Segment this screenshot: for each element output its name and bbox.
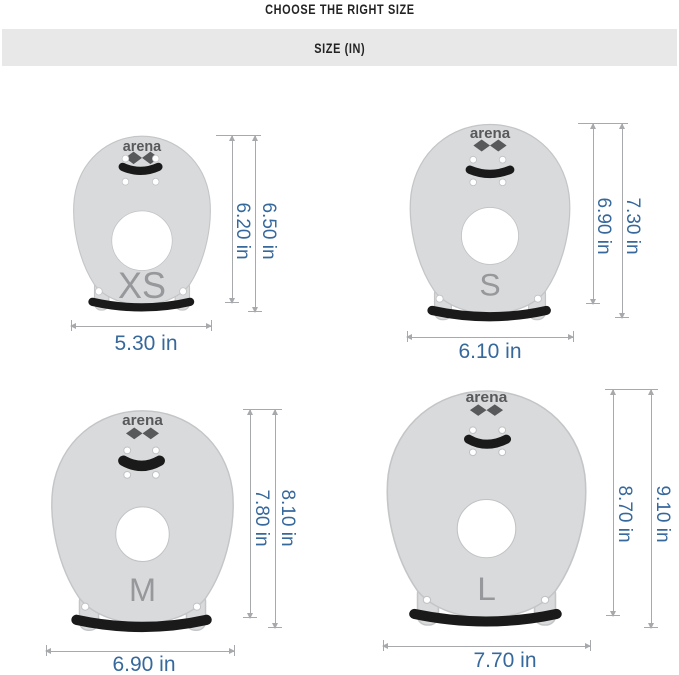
strap-hole (122, 155, 129, 162)
dim-tick-outer (268, 627, 282, 628)
dim-width-label: 6.90 in (112, 653, 176, 675)
arena-logo-text: arena (465, 389, 508, 406)
dim-width-line (383, 646, 590, 647)
size-unit-label: SIZE (IN) (313, 39, 366, 56)
paddle-l-illustration (382, 388, 591, 629)
strap-hole (193, 603, 200, 610)
strap-hole (469, 427, 476, 434)
strap-hole (180, 288, 187, 295)
dim-tick-outer (248, 311, 262, 312)
size-letter: XS (117, 264, 167, 307)
strap-hole (469, 449, 476, 456)
dim-width-label: 7.70 in (473, 649, 537, 672)
dim-height-inner-label: 7.80 in (251, 489, 272, 547)
finger-strap (469, 439, 507, 444)
strap-hole (423, 596, 430, 603)
dim-width-label: 5.30 in (114, 332, 178, 355)
finger-strap (123, 461, 159, 466)
hand-hole (112, 211, 172, 271)
dim-height-inner-label: 6.20 in (232, 202, 253, 260)
dim-height-outer-label: 7.30 in (622, 197, 643, 255)
strap-hole (124, 471, 131, 478)
size-letter: S (479, 266, 501, 303)
dim-height-inner-label: 8.70 in (614, 485, 635, 543)
paddle-xs-illustration (70, 134, 214, 313)
dim-tick-inner (243, 617, 257, 618)
strap-hole (541, 596, 548, 603)
dim-tick-outer (615, 317, 629, 318)
dim-height-outer-line (255, 136, 256, 312)
strap-hole (499, 156, 506, 163)
strap-hole (534, 295, 541, 302)
dim-tick-outer (644, 627, 658, 628)
dim-width-line (407, 337, 573, 338)
paddle-s-illustration (406, 122, 574, 323)
strap-hole (499, 179, 506, 186)
paddle-m-illustration (47, 408, 238, 634)
dim-width-line (46, 651, 234, 652)
dim-height-outer-label: 8.10 in (277, 489, 298, 547)
dim-tick-inner (606, 615, 620, 616)
dim-height-inner-label: 6.90 in (593, 197, 614, 255)
strap-hole (152, 155, 159, 162)
page-title (0, 1, 679, 17)
dim-tick-inner (225, 302, 239, 303)
strap-hole (82, 603, 89, 610)
strap-hole (499, 449, 506, 456)
dim-tick-inner (586, 303, 600, 304)
dim-height-outer-label: 6.50 in (258, 202, 279, 260)
strap-hole (95, 288, 102, 295)
size-unit-bar (2, 29, 677, 66)
hand-hole (116, 507, 169, 562)
strap-hole (152, 447, 159, 454)
arena-logo-text: arena (122, 138, 162, 156)
strap-hole (470, 156, 477, 163)
size-letter: M (128, 572, 157, 608)
arena-logo-text: arena (469, 124, 511, 142)
strap-hole (499, 427, 506, 434)
strap-hole (152, 471, 159, 478)
finger-strap (470, 170, 510, 174)
dim-width-label: 6.10 in (458, 340, 522, 363)
size-letter: L (477, 570, 496, 607)
strap-hole (470, 179, 477, 186)
page-title-text: CHOOSE THE RIGHT SIZE (264, 1, 415, 17)
hand-hole (457, 499, 516, 557)
strap-hole (152, 178, 159, 185)
dim-width-line (71, 326, 211, 327)
hand-hole (461, 207, 518, 264)
finger-strap (123, 167, 159, 171)
strap-hole (122, 178, 129, 185)
strap-hole (124, 447, 131, 454)
strap-hole (436, 295, 443, 302)
arena-logo-text: arena (122, 412, 163, 429)
dim-height-outer-label: 9.10 in (652, 485, 673, 543)
